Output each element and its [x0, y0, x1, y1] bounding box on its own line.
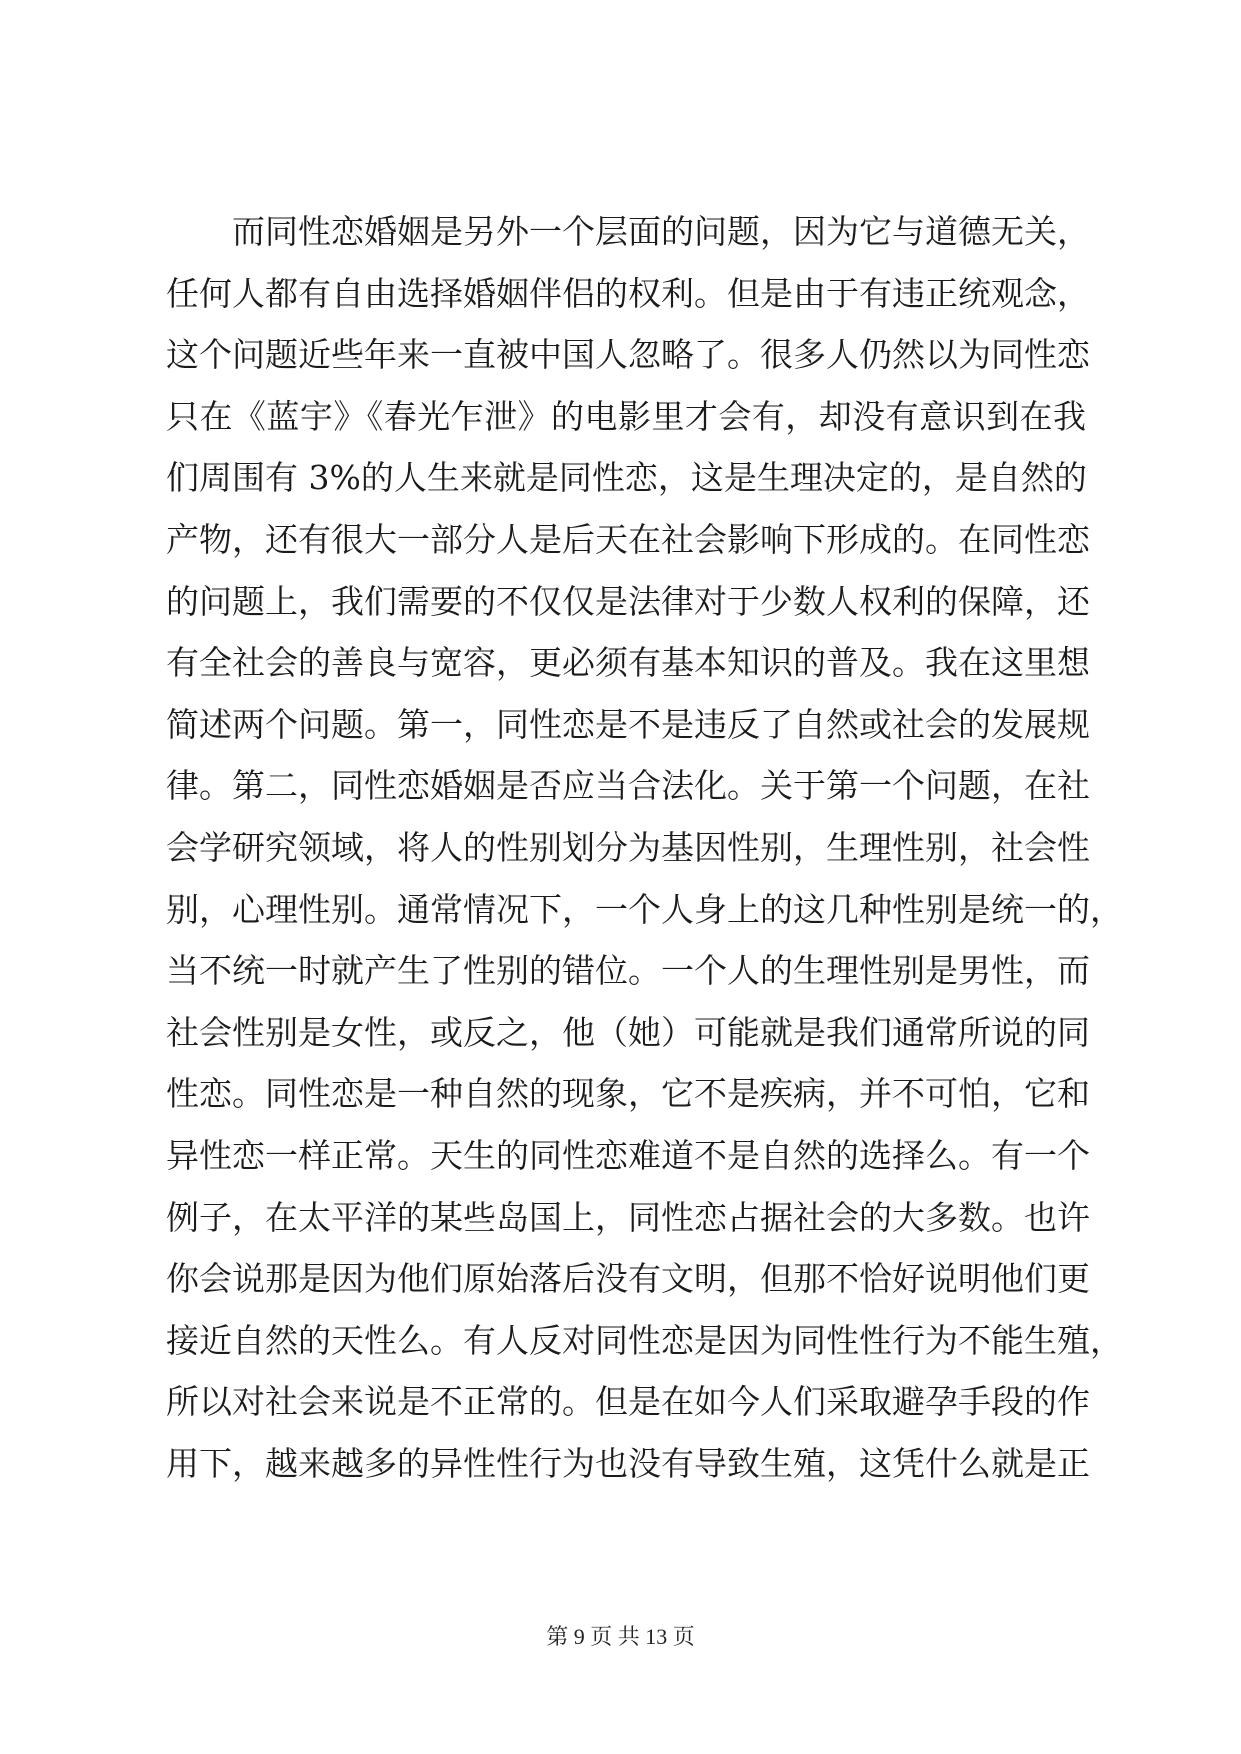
text-line: 当不统一时就产生了性别的错位。一个人的生理性别是男性，而 [166, 951, 1090, 991]
page-number-footer: 第 9 页 共 13 页 [546, 1624, 695, 1649]
text-line: 简述两个问题。第一，同性恋是不是违反了自然或社会的发展规 [166, 704, 1090, 744]
text-line: 会学研究领域，将人的性别划分为基因性别，生理性别，社会性 [166, 827, 1090, 867]
text-line: 有全社会的善良与宽容，更必须有基本知识的普及。我在这里想 [166, 643, 1090, 683]
body-paragraph [166, 201, 1123, 1494]
text-line: 你会说那是因为他们原始落后没有文明，但那不恰好说明他们更 [166, 1259, 1090, 1299]
text-line: 接近自然的天性么。有人反对同性恋是因为同性性行为不能生殖， [166, 1320, 1123, 1360]
text-line: 这个问题近些年来一直被中国人忽略了。很多人仍然以为同性恋 [166, 335, 1090, 375]
text-line: 社会性别是女性，或反之，他（她）可能就是我们通常所说的同 [166, 1012, 1090, 1052]
text-line: 别，心理性别。通常情况下，一个人身上的这几种性别是统一的， [166, 889, 1123, 929]
text-line: 而同性恋婚姻是另外一个层面的问题，因为它与道德无关， [232, 212, 1090, 251]
text-line: 只在《蓝宇》《春光乍泄》的电影里才会有，却没有意识到在我 [166, 396, 1086, 436]
text-line: 所以对社会来说是不正常的。但是在如今人们采取避孕手段的作 [166, 1382, 1090, 1422]
text-line: 们周围有 3%的人生来就是同性恋，这是生理决定的，是自然的 [166, 458, 1087, 498]
text-line: 任何人都有自由选择婚姻伴侣的权利。但是由于有违正统观念， [166, 273, 1090, 313]
text-line: 律。第二，同性恋婚姻是否应当合法化。关于第一个问题，在社 [166, 766, 1090, 806]
text-line: 性恋。同性恋是一种自然的现象，它不是疾病，并不可怕，它和 [166, 1074, 1090, 1114]
text-line: 产物，还有很大一部分人是后天在社会影响下形成的。在同性恋 [166, 519, 1090, 559]
text-line: 例子，在太平洋的某些岛国上，同性恋占据社会的大多数。也许 [166, 1197, 1090, 1237]
text-line: 用下，越来越多的异性性行为也没有导致生殖，这凭什么就是正 [166, 1443, 1090, 1483]
text-line: 的问题上，我们需要的不仅仅是法律对于少数人权利的保障，还 [166, 581, 1090, 621]
text-line: 异性恋一样正常。天生的同性恋难道不是自然的选择么。有一个 [166, 1135, 1090, 1175]
